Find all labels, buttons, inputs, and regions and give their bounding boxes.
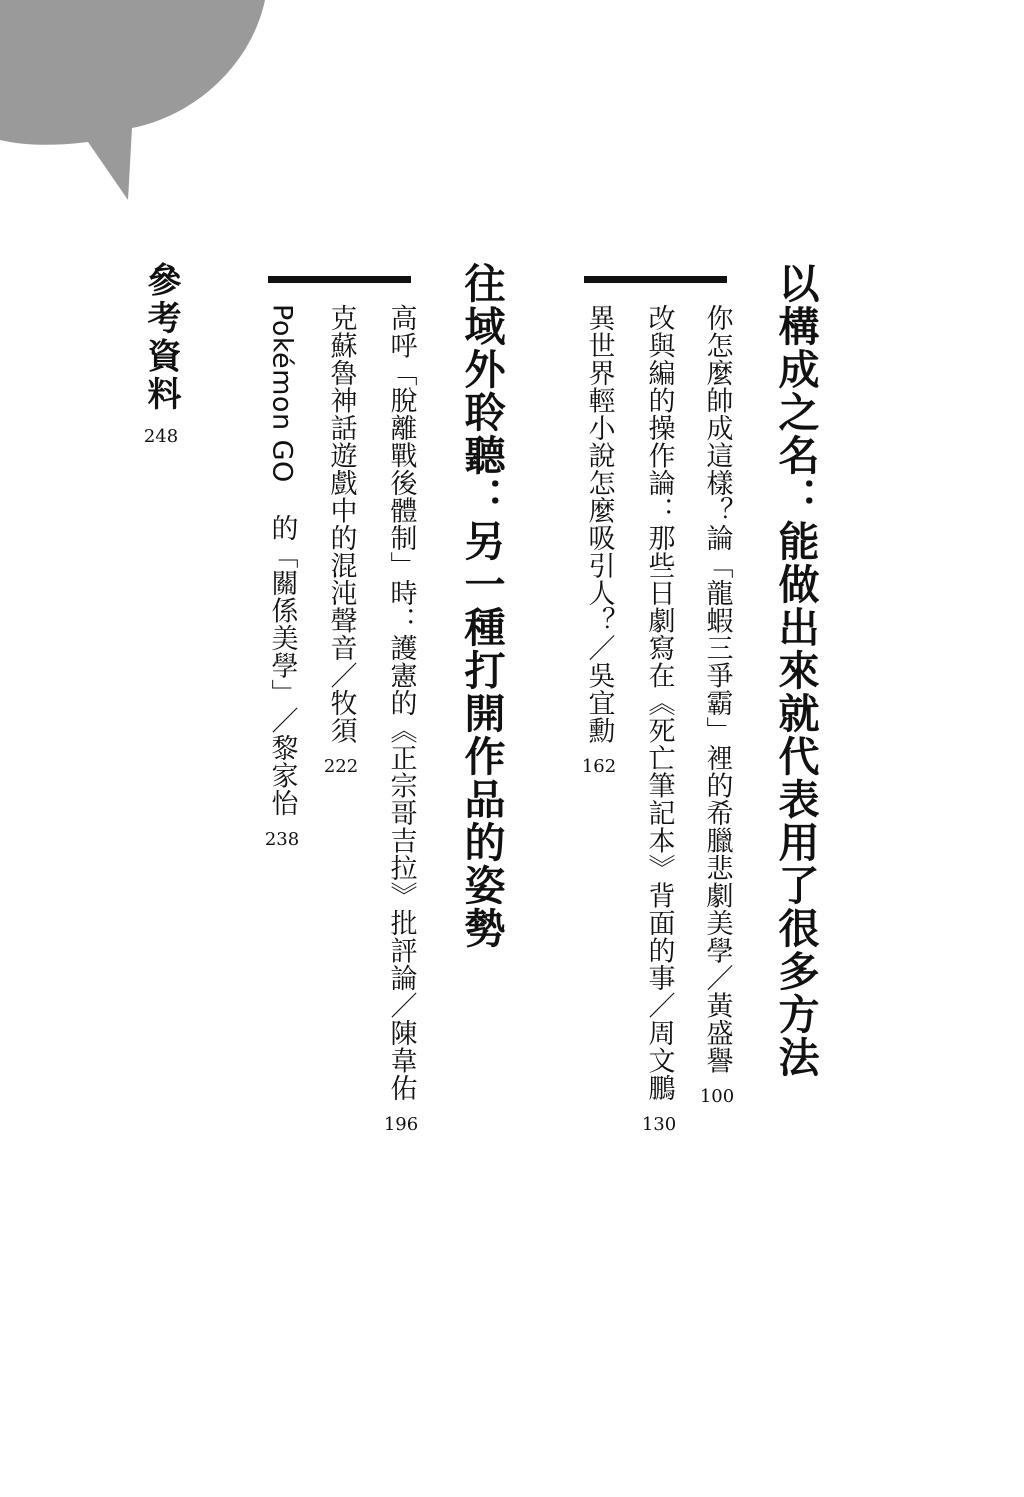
entry-title [266,304,298,817]
entry-title: 改與編的操作論：那些日劇寫在《死亡筆記本》背面的事／周文鵬 [643,304,675,1102]
page-number: 196 [383,1113,419,1135]
entry-title: 你怎麼帥成這樣？論「龍蝦三爭霸」裡的希臘悲劇美學／黃盛譽 [701,304,733,1074]
entry-title-rest: 的「關係美學」／黎家怡 [266,514,298,817]
section-heading-2 [458,262,504,950]
section-divider-bar [268,276,411,283]
speech-bubble-shape [0,0,265,200]
toc-entry-references[interactable] [140,262,182,446]
page-number: 100 [699,1086,735,1107]
speech-bubble-decoration [0,0,270,210]
page-number: 248 [143,426,179,447]
section-divider-bar [584,276,727,283]
toc-entry[interactable] [581,304,617,776]
section-title: 以構成之名：能做出來就代表用了很多方法 [771,262,820,1079]
references-title: 參考資料 [141,262,181,414]
page-number: 130 [641,1113,677,1135]
entry-title: 高呼「脫離戰後體制」時：護憲的《正宗哥吉拉》批評論／陳韋佑 [385,304,417,1102]
page-number: 222 [323,756,359,777]
toc-entry[interactable] [699,304,735,1106]
toc-entry[interactable] [641,304,677,1134]
entry-title: 異世界輕小說怎麼吸引人？／吳宜勳 [583,304,615,744]
toc-entry[interactable] [323,304,359,776]
entry-title-latin: Pokémon GO [266,304,298,483]
page-number: 162 [581,756,617,777]
page-number: 238 [264,828,300,850]
toc-entry[interactable] [264,304,300,849]
section-title: 往域外聆聽：另一種打開作品的姿勢 [457,262,506,950]
section-heading-1 [772,262,818,1079]
toc-entry[interactable] [383,304,419,1134]
entry-title: 克蘇魯神話遊戲中的混沌聲音／牧須 [325,304,357,744]
